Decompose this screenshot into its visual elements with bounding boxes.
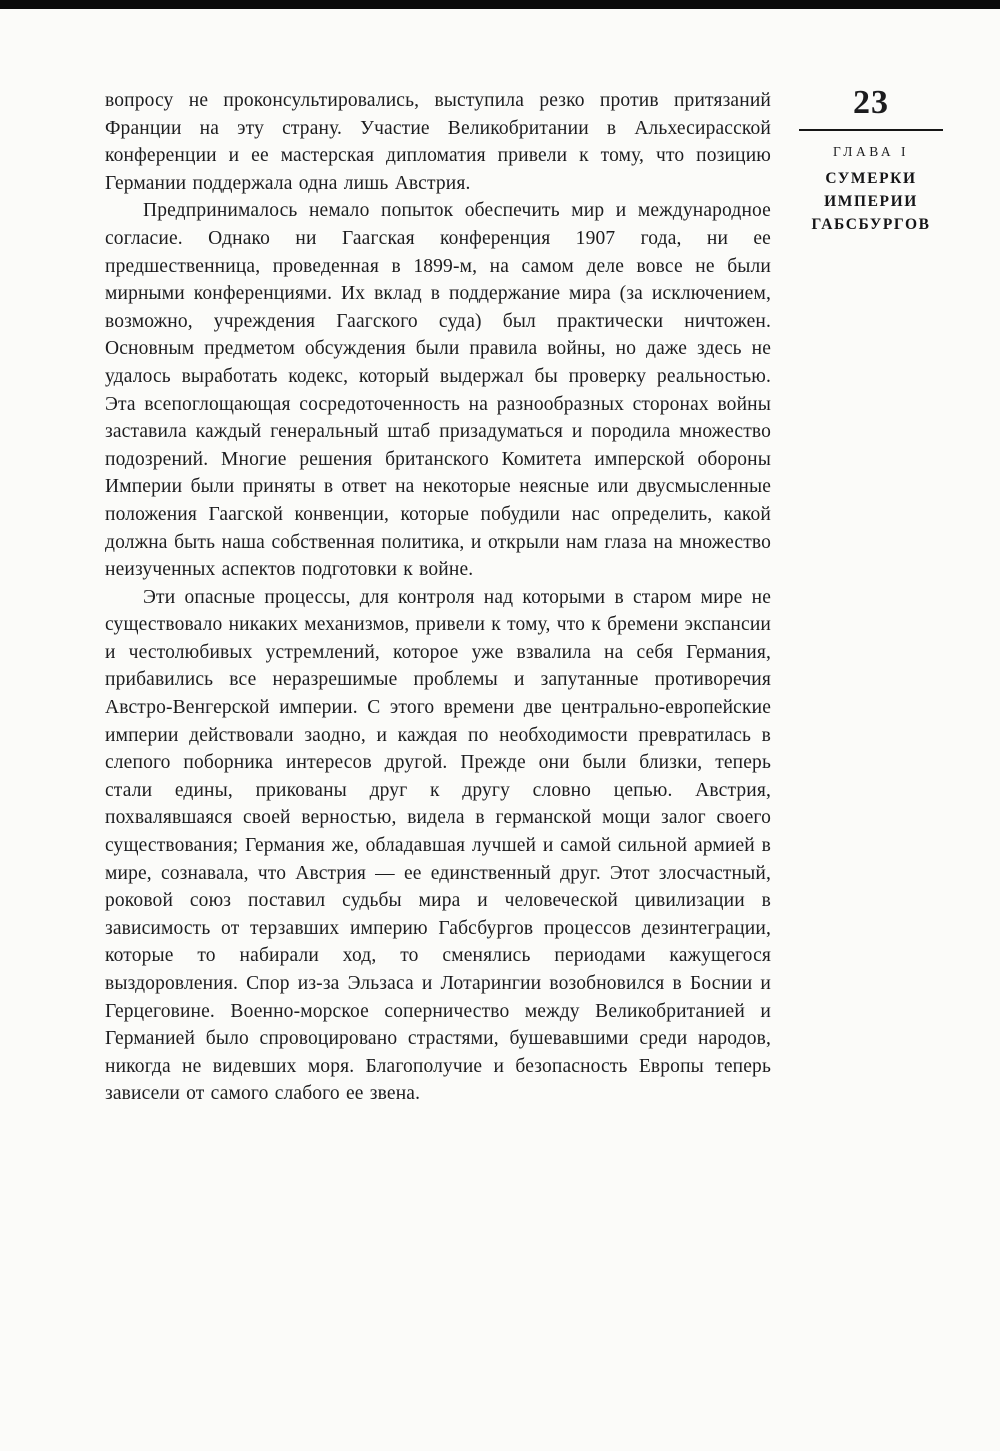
paragraph: Эти опасные процессы, для контроля над которыми в старом мире не существовало никаких механизмов, привели к тому, что к бремени экспансии и честолюбивых устремлений, которое уже взвалила на себя Германия, прибавились все неразрешимые проблемы и запутанные противоречия Австро-Венгерской империи. С этого времени две центрально-европейские империи действовали заодно, и каждая по необходимости превратилась в слепого поборника интересов другой. Прежде они были близки, теперь стали едины, прикованы друг к другу словно цепью. Австрия, похвалявшаяся своей верностью, видела в германской мощи залог своего существования; Германия же, обладавшая лучшей и самой сильной армией в мире, сознавала, что Австрия — ее единственный друг. Этот злосчастный, роковой союз поставил судьбы мира и человеческой цивилизации в зависимость от терзавших империю Габсбургов процессов дезинтеграции, которые то набирали ход, то сменялись периодами кажущегося выздоровления. Спор из-за Эльзаса и Лотарингии возобновился в Боснии и Герцеговине. Военно-морское соперничество между Великобританией и Германией было спровоцировано страстями, бушевавшими среди народов, никогда не видевших моря. Благополучие и безопасность Европы теперь зависели от самого слабого ее звена. bbox=[105, 586, 771, 1105]
page-header-margin bbox=[799, 84, 943, 236]
chapter-label: ГЛАВА I bbox=[833, 144, 909, 159]
scan-edge bbox=[0, 0, 1000, 9]
chapter-title: СУМЕРКИ ИМПЕРИИ ГАБСБУРГОВ bbox=[811, 170, 931, 233]
paragraph: Предпринималось немало попыток обеспечить мир и международное согласие. Однако ни Гаагская конференция 1907 года, ни ее предшественница, проведенная в 1899-м, на самом деле вовсе не были мирными конференциями. Их вклад в поддержание мира (за исключением, возможно, учреждения Гаагского суда) был практически ничтожен. Основным предметом обсуждения были правила войны, но даже здесь не удалось выработать кодекс, который выдержал бы проверку реальностью. Эта всепоглощающая сосредоточенность на разнообразных сторонах войны заставила каждый генеральный штаб призадуматься и породила множество подозрений. Многие решения британского Комитета имперской обороны Империи были приняты в ответ на некоторые неясные или двусмысленные положения Гаагской конвенции, которые побудили нас определить, какой должна быть наша собственная политика, и открыли нам глаза на множество неизученных аспектов подготовки к войне. bbox=[105, 200, 771, 581]
header-rule bbox=[799, 129, 943, 131]
paragraph: вопросу не проконсультировались, выступила резко против притязаний Франции на эту страну. Участие Великобритании в Альхесирасской конференции и ее мастерская дипломатия привели к тому, что позицию Германии поддержала одна лишь Австрия. bbox=[105, 90, 771, 194]
page-number: 23 bbox=[853, 84, 889, 121]
body-text bbox=[105, 87, 771, 1108]
